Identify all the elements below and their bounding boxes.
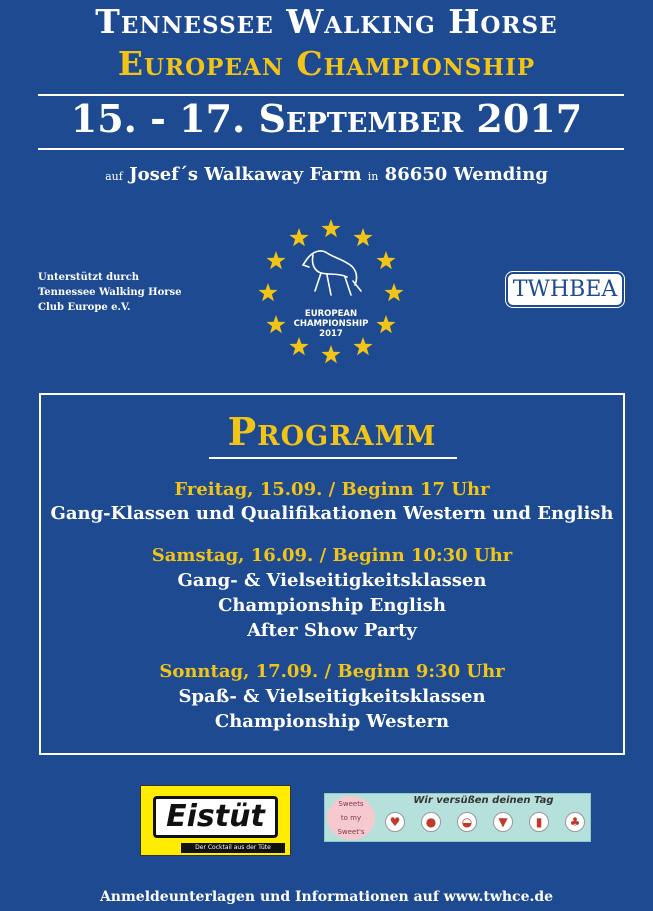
title-line-2: European Championship xyxy=(117,44,536,83)
star-icon xyxy=(289,228,308,246)
emblem-line-3: 2017 xyxy=(319,329,343,339)
sweets-icon-row xyxy=(385,812,585,836)
star-icon xyxy=(353,337,372,355)
bottle-icon: ▮ xyxy=(529,812,549,832)
star-icon xyxy=(321,345,340,363)
star-icon xyxy=(258,283,277,301)
sweets-slogan: Wir versüßen deinen Tag xyxy=(413,795,554,806)
day-heading-saturday: Samstag, 16.09. / Beginn 10:30 Uhr xyxy=(151,545,513,566)
eistuet-wordmark: Eistüt xyxy=(153,796,278,838)
star-icon xyxy=(266,251,285,269)
star-icon xyxy=(353,228,372,246)
eistuet-tagline: Der Cocktail aus der Tüte xyxy=(181,843,285,853)
program-box xyxy=(39,393,625,755)
venue-name: Josef´s Walkaway Farm xyxy=(129,164,362,185)
venue-place: 86650 Wemding xyxy=(384,164,548,185)
venue-line xyxy=(0,164,653,185)
star-icon xyxy=(289,337,308,355)
day-line: After Show Party xyxy=(247,620,417,641)
venue-in: in xyxy=(367,170,379,183)
championship-emblem xyxy=(255,215,407,367)
event-date: 15. - 17. September 2017 xyxy=(70,96,583,141)
day-line: Championship Western xyxy=(214,711,450,732)
day-heading-sunday: Sonntag, 17.09. / Beginn 9:30 Uhr xyxy=(159,661,505,682)
sponsor-line-1: Unterstützt durch xyxy=(38,272,140,283)
day-line: Gang- & Vielseitigkeitsklassen xyxy=(177,570,487,591)
day-line: Championship English xyxy=(218,595,446,616)
emblem-line-1: EUROPEAN xyxy=(304,309,358,319)
sponsor-line-3: Club Europe e.V. xyxy=(38,302,131,313)
day-line: Gang-Klassen und Qualifikationen Western und English xyxy=(50,503,614,524)
cup-icon: ◒ xyxy=(457,812,477,832)
program-title: Programm xyxy=(227,409,437,454)
sweets-banner xyxy=(324,793,591,842)
star-icon xyxy=(321,219,340,237)
horse-icon xyxy=(303,251,361,295)
star-icon xyxy=(376,251,395,269)
star-icon xyxy=(376,315,395,333)
program-title-underline xyxy=(209,457,457,459)
ice-cream-icon: ▼ xyxy=(493,812,513,832)
title-divider-bottom xyxy=(38,148,624,150)
day-line: Spaß- & Vielseitigkeitsklassen xyxy=(178,686,486,707)
candy-icon: ● xyxy=(421,812,441,832)
star-icon xyxy=(266,315,285,333)
sweets-badge-line-3: Sweet's xyxy=(337,828,365,836)
eistuet-logo xyxy=(140,785,291,856)
title-line-1: Tennessee Walking Horse xyxy=(95,2,558,41)
venue-prefix: auf xyxy=(105,170,123,183)
sweets-badge-line-1: Sweets xyxy=(338,800,364,808)
twhbea-badge: TWHBEA xyxy=(506,272,624,307)
footer-info: Anmeldeunterlagen und Informationen auf www.twhce.de xyxy=(99,889,554,905)
sponsor-note xyxy=(38,270,198,315)
sweets-badge-line-2: to my xyxy=(340,814,362,822)
day-heading-friday: Freitag, 15.09. / Beginn 17 Uhr xyxy=(174,479,490,500)
emblem-line-2: CHAMPIONSHIP xyxy=(293,319,369,329)
star-icon xyxy=(384,283,403,301)
sponsor-line-2: Tennessee Walking Horse xyxy=(38,287,182,298)
cherries-icon: ♣ xyxy=(565,812,585,832)
sweets-badge xyxy=(327,796,375,840)
cupcake-icon: ♥ xyxy=(385,812,405,832)
